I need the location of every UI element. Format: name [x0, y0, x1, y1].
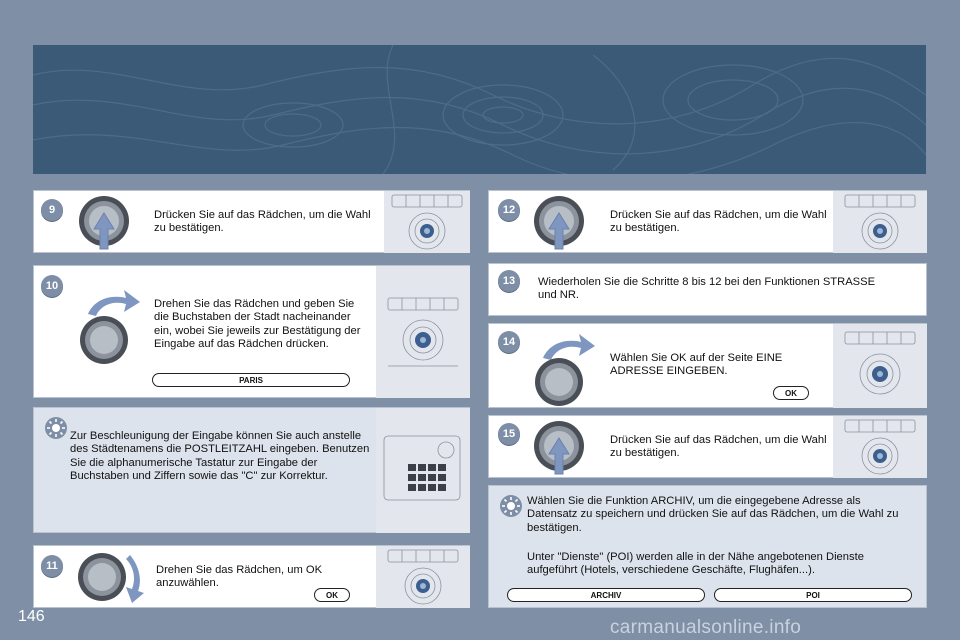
lightbulb-icon — [499, 494, 523, 518]
keypad-icon — [376, 408, 470, 533]
tip-text-archiv: Wählen Sie die Funktion ARCHIV, um die eingegebene Adresse als Datensatz zu speichern und drücken Sie auf das Rädchen, um die Wahl zu bestätigen. — [527, 495, 899, 534]
control-panel-image — [833, 191, 927, 253]
poi-option[interactable]: POI — [714, 588, 912, 602]
keypad-image — [376, 408, 470, 533]
control-panel-icon — [833, 324, 927, 408]
step-badge: 15 — [498, 423, 520, 445]
archiv-option[interactable]: ARCHIV — [507, 588, 705, 602]
step-9-card — [33, 190, 470, 253]
page-number: 146 — [18, 608, 45, 625]
step-12-card — [488, 190, 927, 253]
ok-button[interactable]: OK — [314, 588, 350, 602]
watermark: carmanualsonline.info — [610, 617, 802, 638]
step-text: Drehen Sie das Rädchen, um OK anzuwählen. — [156, 564, 323, 590]
step-text: Wiederholen Sie die Schritte 8 bis 12 bei den Funktionen STRASSE und NR. — [538, 276, 876, 302]
knob-rotate-icon — [529, 330, 599, 408]
control-panel-icon — [376, 546, 470, 608]
step-badge: 13 — [498, 270, 520, 292]
ok-button[interactable]: OK — [773, 386, 809, 400]
control-panel-image — [384, 191, 470, 253]
step-11-card — [33, 545, 470, 608]
step-badge: 10 — [41, 275, 63, 297]
tip-text-poi: Unter "Dienste" (POI) werden alle in der Nähe angebotenen Dienste aufgeführt (Hotels, verschiedene Geschäfte, Flughäfen...). — [527, 551, 864, 577]
step-badge: 14 — [498, 331, 520, 353]
step-text: Drehen Sie das Rädchen und geben Sie die Buchstaben der Stadt nacheinander ein, wobei Sie jeweils zur Bestätigung der Eingabe auf das Rädchen drücken. — [154, 298, 361, 351]
knob-rotate-icon — [74, 549, 154, 607]
control-panel-icon — [833, 191, 927, 253]
step-badge: 9 — [41, 199, 63, 221]
step-10-card — [33, 265, 470, 398]
step-13-card — [488, 263, 927, 316]
tip-text: Zur Beschleunigung der Eingabe können Sie auch anstelle des Städtenamens die POSTLEITZAHL eingeben. Benutzen Sie die alphanumerische Tastatur zur Eingabe der Buchstaben und Ziffern sowie das "C" zur Korrektur. — [70, 430, 370, 483]
paris-option[interactable]: PARIS — [152, 373, 350, 387]
step-badge: 11 — [41, 555, 63, 577]
topographic-pattern — [33, 45, 926, 174]
step-text: Drücken Sie auf das Rädchen, um die Wahl zu bestätigen. — [610, 434, 827, 460]
tip-card-archiv — [488, 485, 927, 608]
step-badge: 12 — [498, 199, 520, 221]
control-panel-image — [376, 266, 470, 398]
knob-push-icon — [74, 193, 134, 251]
control-panel-icon — [833, 416, 927, 478]
knob-push-icon — [529, 193, 589, 251]
step-14-card — [488, 323, 927, 408]
tip-card-postcode — [33, 407, 470, 533]
knob-rotate-icon — [74, 286, 144, 366]
step-text: Wählen Sie OK auf der Seite EINE ADRESSE EINGEBEN. — [610, 352, 783, 378]
control-panel-image — [833, 324, 927, 408]
control-panel-icon — [376, 266, 470, 398]
header-banner — [33, 45, 926, 174]
control-panel-icon — [384, 191, 470, 253]
step-text: Drücken Sie auf das Rädchen, um die Wahl zu bestätigen. — [610, 209, 827, 235]
lightbulb-icon — [44, 416, 68, 440]
control-panel-image — [376, 546, 470, 608]
knob-push-icon — [529, 418, 589, 476]
control-panel-image — [833, 416, 927, 478]
step-text: Drücken Sie auf das Rädchen, um die Wahl zu bestätigen. — [154, 209, 371, 235]
step-15-card — [488, 415, 927, 478]
